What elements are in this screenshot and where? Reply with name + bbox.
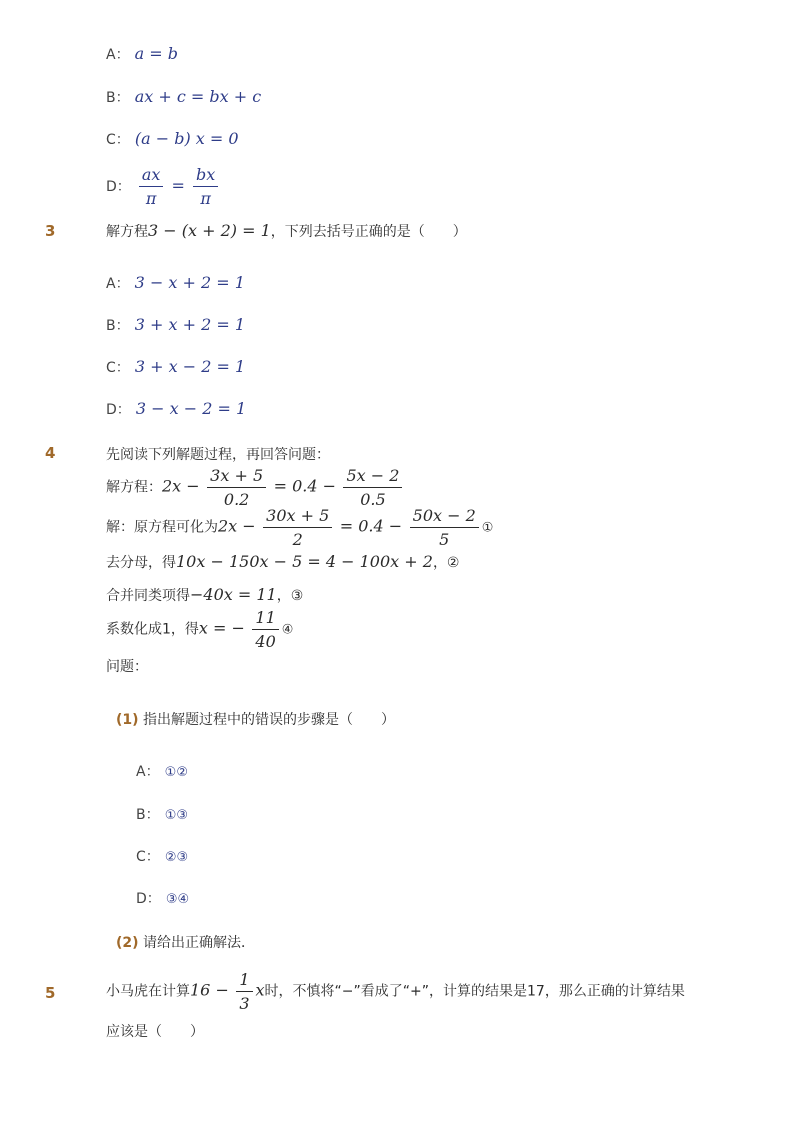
math-part: −40x = 11: [190, 585, 277, 604]
numerator: ax: [141, 165, 161, 184]
denominator: π: [193, 186, 218, 208]
option-value: ③④: [165, 892, 190, 907]
q4-sub1-option-a[interactable]: [136, 761, 188, 781]
q4-line-4: [106, 585, 303, 605]
math-part: 10x − 150x − 5 = 4 − 100x + 2: [176, 552, 433, 571]
option-label: B：: [136, 807, 160, 823]
denominator: 40: [252, 629, 278, 651]
q3-option-d[interactable]: [106, 399, 246, 419]
math-part: x = −: [198, 618, 245, 638]
step-marker: ①: [481, 520, 494, 536]
option-label: D：: [136, 891, 161, 907]
step-marker: ④: [281, 622, 294, 638]
fraction: [343, 466, 402, 509]
sub-question-text: 指出解题过程中的错误的步骤是（ ）: [143, 712, 395, 728]
q2-option-b[interactable]: [106, 87, 261, 107]
option-label: A：: [106, 47, 130, 63]
q3-option-a[interactable]: [106, 273, 245, 293]
denominator: 0.2: [207, 487, 266, 509]
q4-line-5: [106, 608, 293, 651]
option-math: ax + c = bx + c: [134, 87, 262, 106]
q2-option-d[interactable]: [106, 165, 221, 208]
fraction: [410, 506, 479, 549]
math-part: 16 −: [190, 980, 229, 1000]
question-number: 5: [45, 984, 56, 1002]
option-math: (a − b) x = 0: [134, 129, 239, 148]
option-label: B：: [106, 90, 130, 106]
line-suffix: ，③: [276, 588, 304, 604]
question-number: 3: [45, 222, 56, 240]
math-part: = 0.4 −: [273, 476, 337, 496]
fraction: [263, 506, 332, 549]
denominator: 2: [263, 527, 332, 549]
line-prefix: 去分母，得: [106, 555, 176, 571]
q3-option-b[interactable]: [106, 315, 245, 335]
option-math: 3 − x − 2 = 1: [135, 399, 247, 418]
fraction: [252, 608, 278, 651]
line-prefix: 解：原方程可化为: [106, 519, 218, 536]
denominator: π: [139, 186, 164, 208]
option-label: A：: [106, 276, 130, 292]
q4-sub1-option-c[interactable]: [136, 846, 188, 866]
option-value: ②③: [164, 850, 189, 865]
q4-sub-2: [116, 932, 255, 952]
numerator: 30x + 5: [266, 506, 330, 525]
q3-option-c[interactable]: [106, 357, 245, 377]
option-label: C：: [136, 849, 160, 865]
option-math: 3 + x − 2 = 1: [134, 357, 246, 376]
denominator: 3: [236, 991, 252, 1013]
numerator: 1: [239, 970, 250, 989]
q5-stem-line-1: [106, 970, 685, 1013]
option-label: A：: [136, 764, 160, 780]
numerator: 5x − 2: [346, 466, 400, 485]
sub-question-text: 请给出正确解法．: [143, 935, 255, 951]
option-label: C：: [106, 132, 130, 148]
option-math: 3 − x + 2 = 1: [134, 273, 245, 292]
option-label: D：: [106, 402, 131, 418]
option-math: a = b: [134, 44, 179, 63]
q4-line-1: [106, 466, 405, 509]
q3-stem: [106, 221, 467, 241]
q4-sub1-option-b[interactable]: [136, 804, 188, 824]
q4-question-label: 问题：: [106, 659, 148, 675]
numerator: 50x − 2: [412, 506, 476, 525]
stem-text: 时，不慎将“−”看成了“+”，计算的结果是17，那么正确的计算结果: [264, 983, 685, 1000]
math-part: = 0.4 −: [339, 516, 403, 536]
q4-sub-1: [116, 709, 395, 729]
denominator: 5: [410, 527, 479, 549]
stem-prefix: 小马虎在计算: [106, 983, 190, 1000]
numerator: 11: [255, 608, 276, 627]
line-prefix: 解方程：: [106, 479, 162, 496]
stem-equation: 3 − (x + 2) = 1: [148, 221, 271, 240]
stem-suffix: ，下列去括号正确的是（ ）: [270, 224, 467, 240]
option-value: ①②: [164, 765, 188, 780]
option-label: C：: [106, 360, 130, 376]
math-part: 2x −: [218, 516, 256, 536]
q2-option-a[interactable]: [106, 44, 178, 64]
fraction: [236, 970, 252, 1013]
equals-sign: =: [171, 176, 185, 195]
option-math: 3 + x + 2 = 1: [134, 315, 245, 334]
q5-stem-line-2: 应该是（ ）: [106, 1024, 204, 1040]
q4-line-2: [106, 506, 493, 549]
denominator: 0.5: [343, 487, 402, 509]
option-label: D：: [106, 179, 131, 195]
sub-question-number: (2): [116, 935, 139, 951]
numerator: 3x + 5: [210, 466, 264, 485]
line-prefix: 系数化成1，得: [106, 621, 199, 638]
fraction-left: [139, 165, 164, 208]
question-number: 4: [45, 444, 56, 462]
q4-line-3: [106, 552, 460, 572]
numerator: bx: [196, 165, 216, 184]
fraction-right: [193, 165, 218, 208]
line-prefix: 合并同类项得: [106, 588, 190, 604]
math-part: x: [255, 980, 265, 1000]
stem-prefix: 解方程: [106, 224, 148, 240]
fraction: [207, 466, 266, 509]
option-label: B：: [106, 318, 130, 334]
q2-option-c[interactable]: [106, 129, 239, 149]
q4-sub1-option-d[interactable]: [136, 888, 189, 908]
option-value: ①③: [164, 808, 189, 823]
sub-question-number: (1): [116, 712, 139, 728]
q4-intro: 先阅读下列解题过程，再回答问题：: [106, 447, 330, 463]
line-suffix: ，②: [432, 555, 460, 571]
math-part: 2x −: [162, 476, 200, 496]
